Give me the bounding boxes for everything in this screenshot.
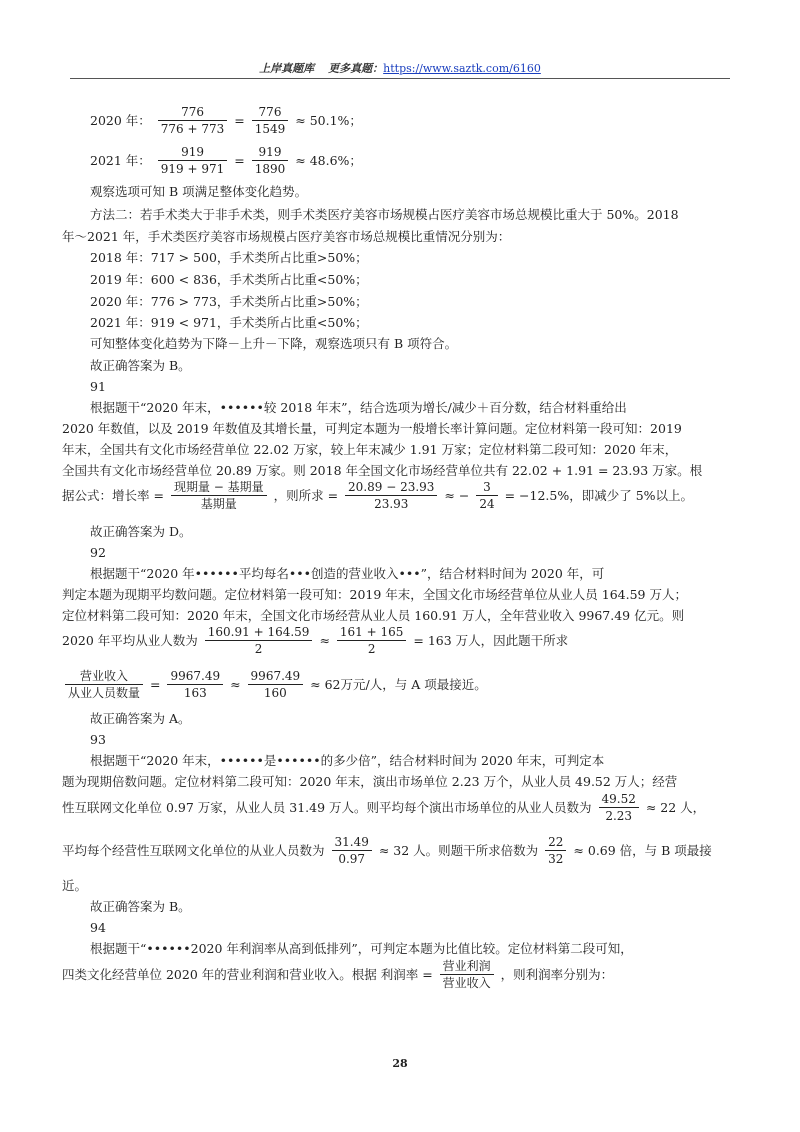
fraction: $\frac{3}{24}$ [476, 479, 497, 512]
question-number: 94 [90, 920, 106, 935]
performers-per-unit-line: 性互联网文化单位 0.97 万家，从业人员 31.49 万人。则平均每个演出市场单位的从业人员数为 $\frac{49.52}{2.23}$ ≈ 22 人， [62, 792, 706, 823]
answer-line: 故正确答案为 A。 [90, 711, 191, 726]
answer-line: 故正确答案为 B。 [90, 899, 191, 914]
text-line: 方法二：若手术类大于非手术类，则手术类医疗美容市场规模占医疗美容市场总规模比重大于 50%。2018 [90, 207, 679, 222]
answer-line: 故正确答案为 B。 [90, 358, 191, 373]
fraction: $\frac{160.91 + 164.59}{2}$ [205, 624, 313, 657]
text-line: 2020 年：776 > 773，手术类所占比重>50%； [90, 294, 368, 309]
fraction: $\frac{22}{32}$ [545, 834, 566, 867]
fraction: $\frac{919}{1890}$ [252, 144, 289, 177]
question-number: 93 [90, 732, 106, 747]
profit-rate-formula-line: 四类文化经营单位 2020 年的营业利润和营业收入。根据 利润率 = $\frac{\text{营业利润}}{\text{营业收入}}$ ，则利润率分别为： [62, 959, 614, 990]
fraction: $\frac{\text{营业收入}}{\text{从业人员数量}}$ [65, 668, 143, 701]
multiple-formula-line: 平均每个经营性互联网文化单位的从业人员数为 $\frac{31.49}{0.97}$ ≈ 32 人。则题干所求倍数为 $\frac{22}{32}$ ≈ 0.69 倍，与 B 项最接 [62, 835, 712, 866]
text-line: 2018 年：717 > 500，手术类所占比重>50%； [90, 250, 368, 265]
header-divider [70, 78, 730, 79]
text-line: 2019 年：600 < 836，手术类所占比重<50%； [90, 272, 368, 287]
fraction: $\frac{31.49}{0.97}$ [332, 834, 372, 867]
header-brand: 上岸真题库 [259, 62, 315, 75]
text-line: 根据题干“2020 年末，••••••是••••••的多少倍”，结合材料时间为 2020 年末，可判定本 [90, 753, 605, 768]
answer-line: 故正确答案为 D。 [90, 524, 192, 539]
fraction: $\frac{919}{919 + 971}$ [158, 144, 228, 177]
text-line: 观察选项可知 B 项满足整体变化趋势。 [90, 184, 308, 199]
text-line: 2021 年：919 < 971，手术类所占比重<50%； [90, 315, 368, 330]
text-line: 定位材料第二段可知：2020 年末，全国文化市场经营从业人员 160.91 万人，全年营业收入 9967.49 亿元。则 [62, 608, 685, 623]
text-line: 年～2021 年，手术类医疗美容市场规模占医疗美容市场总规模比重情况分别为： [62, 229, 511, 244]
fraction: $\frac{9967.49}{160}$ [248, 668, 304, 701]
fraction: $\frac{776}{1549}$ [252, 104, 289, 137]
question-number: 91 [90, 379, 106, 394]
header-label: 更多真题： [328, 62, 384, 75]
text-line: 全国共有文化市场经营单位 20.89 万家。则 2018 年全国文化市场经营单位共有 22.02 + 1.91 = 23.93 万家。根 [62, 463, 703, 478]
fraction: $\frac{161 + 165}{2}$ [337, 624, 407, 657]
ratio-2020-line: 2020 年： $\frac{776}{776 + 773}$ = $\frac{776}{1549}$ ≈ 50.1%； [90, 105, 362, 136]
header-link[interactable]: https://www.saztk.com/6160 [383, 62, 541, 75]
text-line: 根据题干“2020 年••••••平均每名•••创造的营业收入•••”，结合材料时间为 2020 年，可 [90, 566, 605, 581]
fraction: $\frac{776}{776 + 773}$ [158, 104, 228, 137]
fraction: $\frac{9967.49}{163}$ [167, 668, 223, 701]
page-header [70, 60, 730, 76]
text-line: 近。 [62, 878, 88, 893]
fraction: $\frac{\text{现期量 − 基期量}}{\text{基期量}}$ [171, 479, 267, 512]
average-formula-line: 2020 年平均从业人数为 $\frac{160.91 + 164.59}{2}$ ≈ $\frac{161 + 165}{2}$ = 163 万人，因此题干所求 [62, 625, 569, 656]
text-line: 根据题干“••••••2020 年利润率从高到低排列”，可判定本题为比值比较。定位材料第二段可知， [90, 941, 633, 956]
text-line: 可知整体变化趋势为下降－上升－下降，观察选项只有 B 项符合。 [90, 336, 458, 351]
text-line: 2020 年数值，以及 2019 年数值及其增长量，可判定本题为一般增长率计算问题。定位材料第一段可知：2019 [62, 421, 682, 436]
text-line: 年末，全国共有文化市场经营单位 22.02 万家，较上年末减少 1.91 万家；定位材料第二段可知：2020 年末， [62, 442, 678, 457]
ratio-2021-line: 2021 年： $\frac{919}{919 + 971}$ = $\frac{919}{1890}$ ≈ 48.6%； [90, 145, 362, 176]
question-number: 92 [90, 545, 106, 560]
text-line: 题为现期倍数问题。定位材料第二段可知：2020 年末，演出市场单位 2.23 万个，从业人员 49.52 万人；经营 [62, 774, 678, 789]
fraction: $\frac{20.89 - 23.93}{23.93}$ [345, 479, 437, 512]
text-line: 根据题干“2020 年末，••••••较 2018 年末”，结合选项为增长/减少＋百分数，结合材料重给出 [90, 400, 627, 415]
growth-rate-formula-line: 据公式：增长率 = $\frac{\text{现期量 − 基期量}}{\text{基期量}}$ ，则所求 = $\frac{20.89 - 23.93}{23.93}$ ≈ − $\frac{3}{24}$ = −12.5%，即减少了 5%以上。 [62, 480, 694, 511]
fraction: $\frac{\text{营业利润}}{\text{营业收入}}$ [440, 958, 494, 991]
page-number: 28 [392, 1057, 408, 1070]
revenue-per-person-line: $\frac{\text{营业收入}}{\text{从业人员数量}}$ = $\frac{9967.49}{163}$ ≈ $\frac{9967.49}{160}$ ≈ 62万元/人，与 A 项最接近。 [62, 668, 487, 701]
text-line: 判定本题为现期平均数问题。定位材料第一段可知：2019 年末，全国文化市场经营单位从业人员 164.59 万人； [62, 587, 687, 602]
fraction: $\frac{49.52}{2.23}$ [599, 791, 639, 824]
